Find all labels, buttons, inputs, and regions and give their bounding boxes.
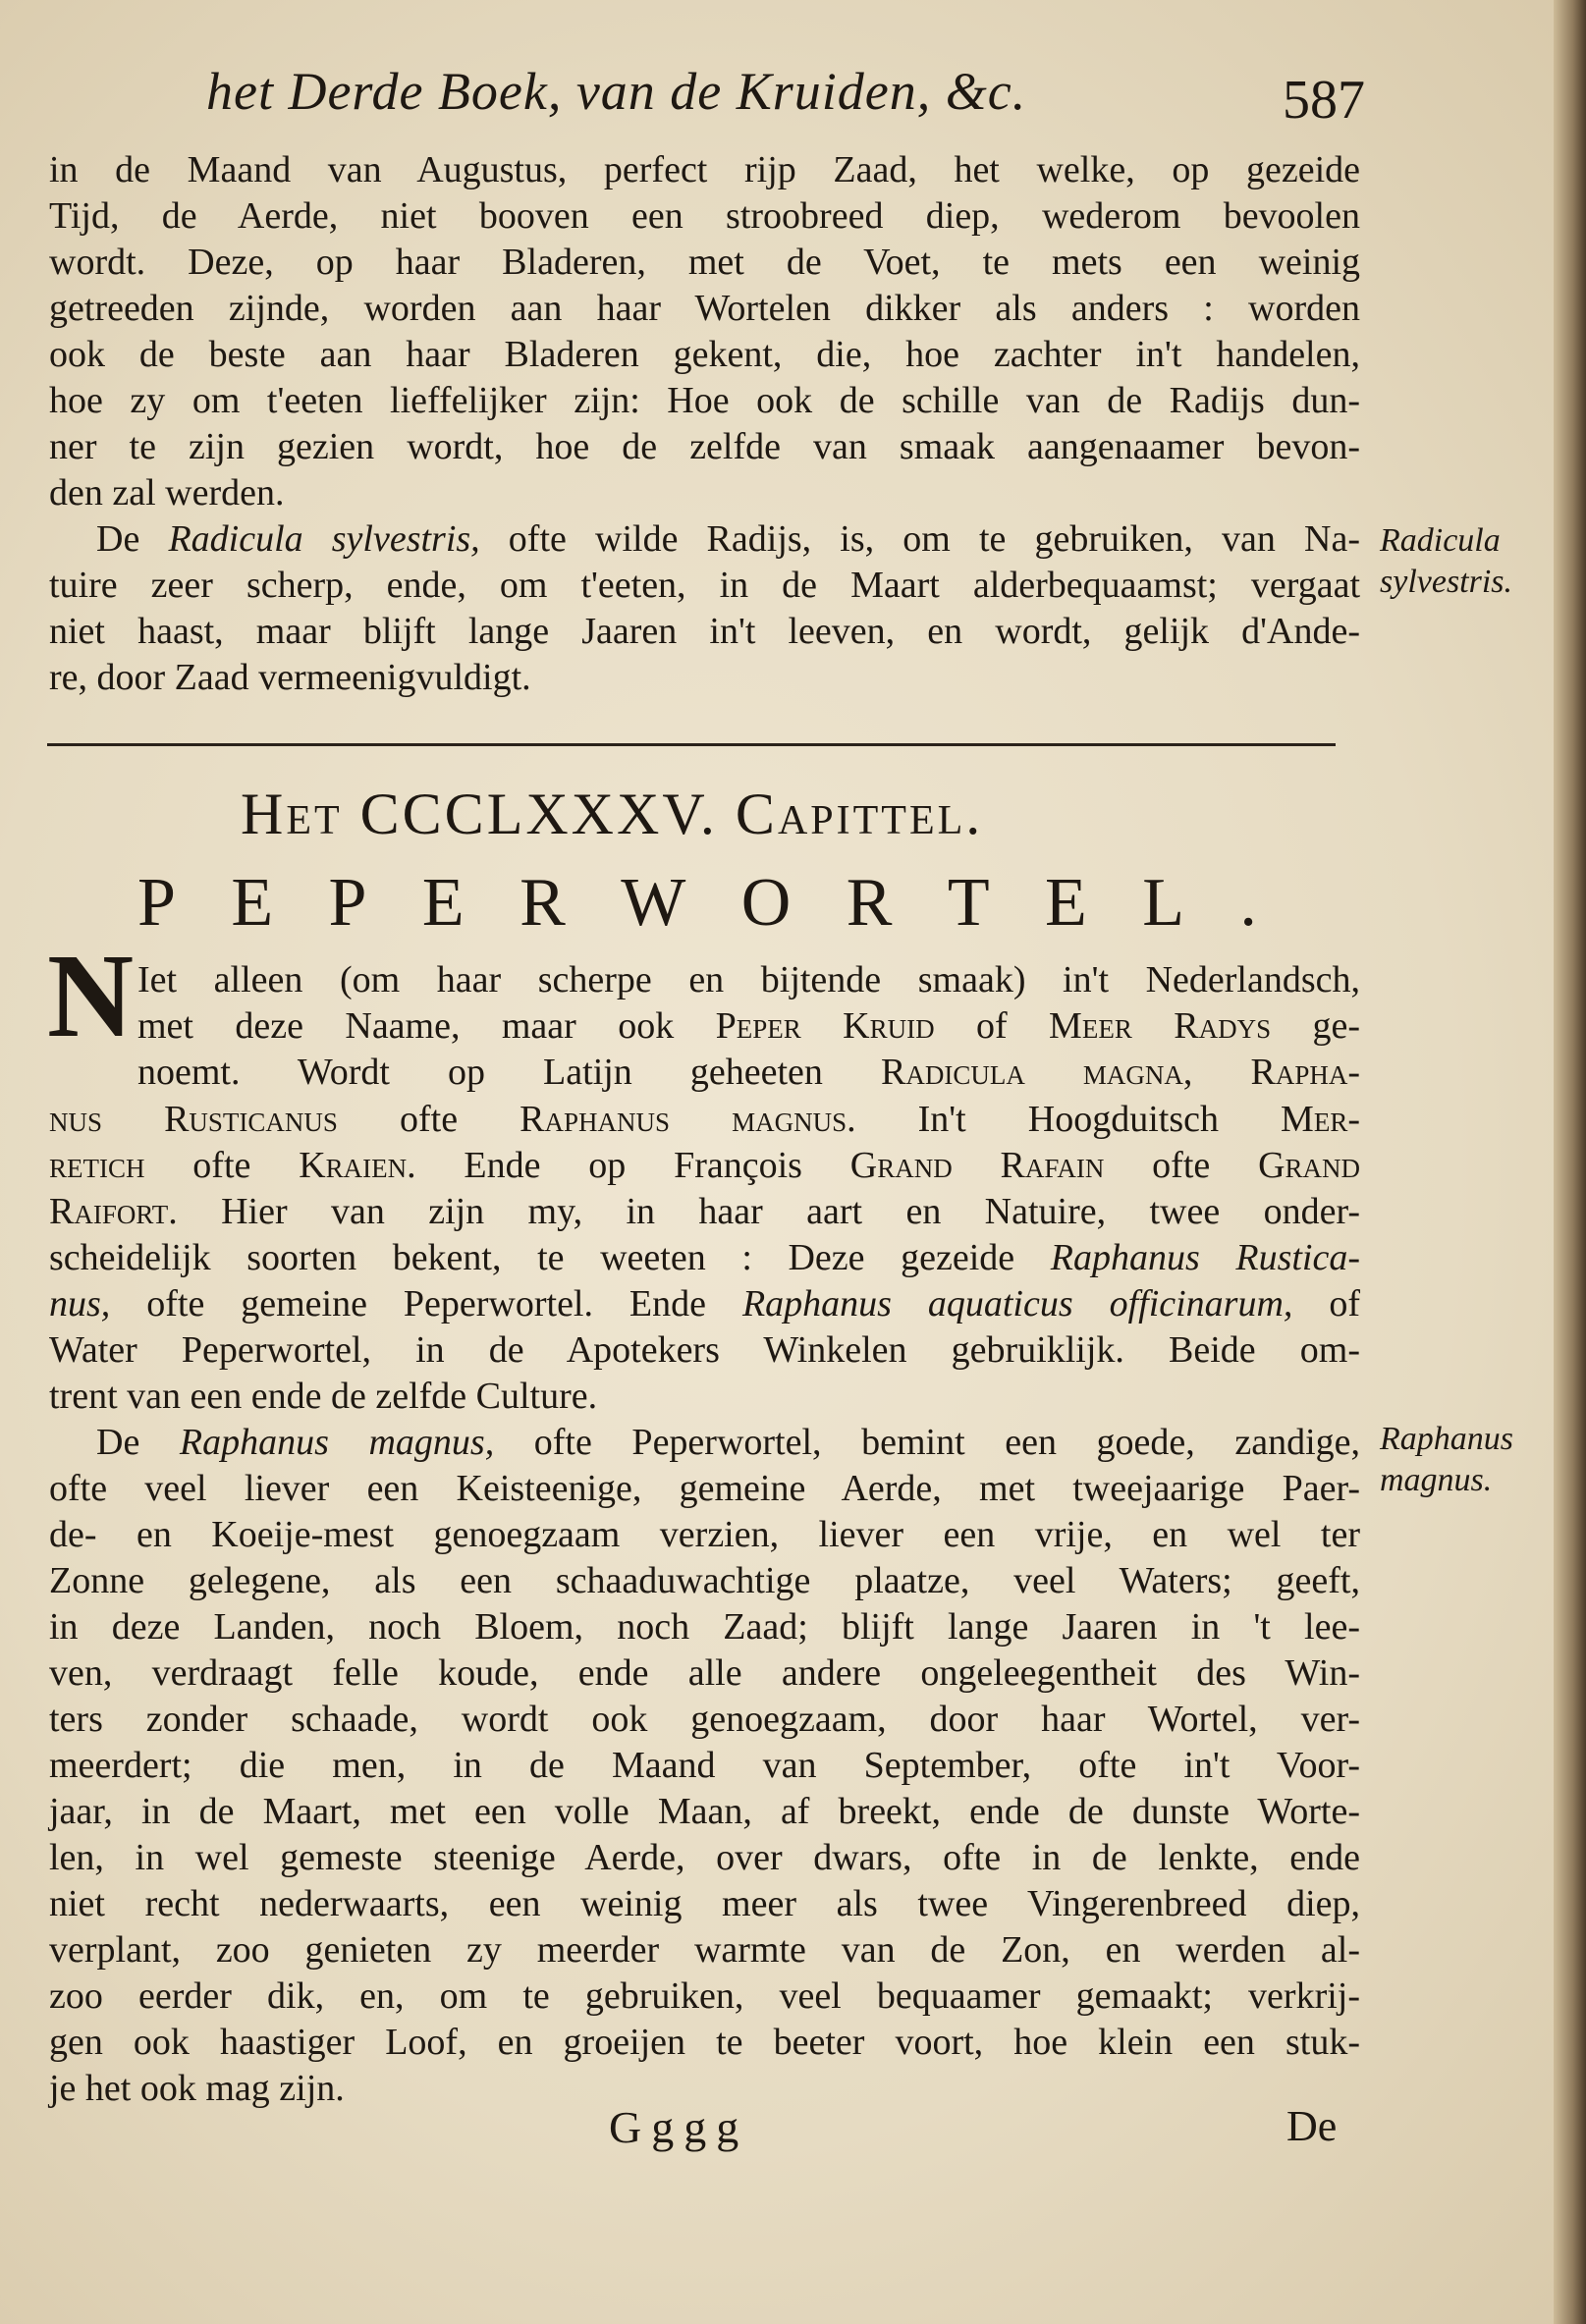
heading-letter: R (520, 865, 566, 941)
text-line: Water Peperwortel, in de Apotekers Winkelen gebruiklijk. Beide om- (49, 1329, 1360, 1371)
margin-note-raphanus: Raphanus magnus. (1380, 1421, 1513, 1498)
text-line: Iet alleen (om haar scherpe en bijtende smaak) in't Nederlandsch, (137, 959, 1360, 1000)
text-line: hoe zy om t'eeten lieffelijker zijn: Hoe ook de schille van de Radijs dun- (49, 380, 1360, 421)
page-number: 587 (1283, 70, 1365, 131)
text-run: ofte wilde Radijs, is, om te gebruiken, van Na- (479, 518, 1361, 560)
term-merretich-end: retich (49, 1145, 145, 1186)
text-line: jaar, in de Maart, met een volle Maan, af breekt, ende de dunste Worte- (49, 1791, 1360, 1832)
term-grand: Grand (1258, 1145, 1361, 1186)
text-run: ofte (1104, 1145, 1259, 1186)
text-line: niet haast, maar blijft lange Jaaren in't leeven, en wordt, gelijk d'Ande- (49, 611, 1360, 652)
text-line: ven, verdraagt felle koude, ende alle andere ongeleegentheit des Win- (49, 1652, 1360, 1694)
margin-note-radicula: Radicula sylvestris. (1380, 522, 1513, 600)
text-line: de- en Koeije-mest genoegzaam verzien, liever een vrije, en wel ter (49, 1514, 1360, 1555)
text-line: getreeden zijnde, worden aan haar Wortelen dikker als anders : worden (49, 288, 1360, 329)
page-edge-shadow (1554, 0, 1586, 2324)
term-raphanus-rusticanus: nus Rusticanus (49, 1099, 338, 1140)
text-line (49, 1189, 1360, 1235)
drop-cap: N (47, 930, 135, 1062)
text-line: in de Maand van Augustus, perfect rijp Zaad, het welke, op gezeide (49, 149, 1360, 190)
paragraph-radicula-first-line (49, 516, 1360, 563)
first-paragraph-body (49, 1097, 1360, 2112)
latin-name-radicula: Radicula sylvestris, (168, 518, 480, 560)
latin-raphanus-rusticanus: Raphanus Rustica- (1050, 1237, 1361, 1278)
latin-raphanus-aquaticus: Raphanus aquaticus officinarum, (741, 1283, 1293, 1324)
text-line: re, door Zaad vermeenigvuldigt. (49, 657, 531, 698)
running-head: het Derde Boek, van de Kruiden, &c. (206, 62, 1027, 121)
text-run: In't Hoogduitsch (855, 1099, 1282, 1140)
first-paragraph-indented (137, 957, 1360, 1096)
text-line: ner te zijn gezien wordt, hoe de zelfde van smaak aangenaamer bevon- (49, 426, 1360, 467)
text-run: ofte gemeine Peperwortel. Ende (110, 1283, 742, 1324)
text-run: ofte Peperwortel, bemint een goede, zandige, (494, 1422, 1360, 1463)
text-line: in deze Landen, noch Bloem, noch Zaad; blijft lange Jaaren in 't lee- (49, 1606, 1360, 1648)
term-grand-rafain: Grand Rafain (849, 1145, 1105, 1186)
text-line: den zal werden. (49, 472, 285, 513)
term-raifort: Raifort. (49, 1191, 178, 1232)
term-kraien: Kraien. (299, 1145, 416, 1186)
text-line: ofte veel liever een Keisteenige, gemeine Aerde, met tweejaarige Paer- (49, 1468, 1360, 1509)
heading-letter: E (231, 865, 274, 941)
text-run: noemt. Wordt op Latijn geheeten (137, 1052, 881, 1093)
heading-letter: T (947, 865, 990, 941)
heading-letter: L (1142, 865, 1184, 941)
text-line: tuire zeer scherp, ende, om t'eeten, in de Maart alderbequaamst; vergaat (49, 565, 1360, 606)
text-line: ook de beste aan haar Bladeren gekent, die, hoe zachter in't handelen, (49, 334, 1360, 375)
text-run: Ende op François (415, 1145, 850, 1186)
heading-letter: . (1239, 865, 1257, 941)
text-line: trent van een ende de zelfde Culture. (49, 1376, 598, 1417)
text-line: wordt. Deze, op haar Bladeren, met de Voet, te mets een weinig (49, 242, 1360, 283)
text-line (137, 1050, 1360, 1096)
text-line: zoo eerder dik, en, om te gebruiken, veel bequaamer gemaakt; verkrij- (49, 1975, 1360, 2017)
latin-name-raphanus-magnus: Raphanus magnus, (179, 1422, 495, 1463)
top-text-block (49, 147, 1360, 701)
page-header (206, 61, 1365, 139)
heading-letter: E (1045, 865, 1087, 941)
signature-mark: Gggg (609, 2102, 749, 2152)
text-run: of (1292, 1283, 1360, 1324)
chapter-title: Het CCCLXXXV. Capittel. (241, 782, 984, 846)
latin-fragment: nus, (49, 1283, 111, 1324)
term-merretich: Mer- (1281, 1099, 1360, 1140)
text-run: scheidelijk soorten bekent, te weeten : Deze gezeide (49, 1237, 1051, 1278)
term-radicula-magna: Radicula magna, Rapha- (880, 1052, 1360, 1093)
text-run: ofte (337, 1099, 520, 1140)
text-line: Zonne gelegene, als een schaaduwachtige plaatze, veel Waters; geeft, (49, 1560, 1360, 1601)
text-line (137, 1003, 1360, 1050)
text-line: ters zonder schaade, wordt ook genoegzaam, door haar Wortel, ver- (49, 1699, 1360, 1740)
text-line: len, in wel gemeste steenige Aerde, over dwars, ofte in de lenkte, ende (49, 1837, 1360, 1878)
text-run: of (934, 1005, 1050, 1047)
text-line: meerdert; die men, in de Maand van September, ofte in't Voor- (49, 1745, 1360, 1786)
term-raphanus-magnus: Raphanus magnus. (520, 1099, 856, 1140)
term-meer-radys: Meer Radys (1049, 1005, 1272, 1047)
text-line: Tijd, de Aerde, niet booven een stroobreed diep, wederom bevoolen (49, 195, 1360, 237)
heading-letter: W (621, 865, 686, 941)
heading-letter: R (846, 865, 893, 941)
heading-letter: O (740, 865, 792, 941)
text-line: gen ook haastiger Loof, en groeijen te beeter voort, hoe klein een stuk- (49, 2022, 1360, 2063)
text-run: ge- (1271, 1005, 1361, 1047)
text-run: met deze Naame, maar ook (137, 1005, 716, 1047)
text-line (49, 1143, 1360, 1189)
chapter-heading (137, 864, 1257, 943)
text-line (49, 1097, 1360, 1143)
text-line: niet recht nederwaarts, een weinig meer als twee Vingerenbreed diep, (49, 1883, 1360, 1924)
section-divider (47, 743, 1336, 746)
heading-letter: P (328, 865, 367, 941)
text-line (49, 1235, 1360, 1281)
paragraph-raphanus-first-line (49, 1420, 1360, 1466)
term-peper-kruid: Peper Kruid (715, 1005, 935, 1047)
text-run: Hier van zijn my, in haar aart en Natuire, twee onder- (177, 1191, 1360, 1232)
text-run: De (96, 518, 169, 560)
text-line: verplant, zoo genieten zy meerder warmte van de Zon, en werden al- (49, 1929, 1360, 1971)
text-line (49, 1281, 1360, 1327)
text-line: je het ook mag zijn. (49, 2068, 345, 2109)
catchword: De (1286, 2102, 1338, 2150)
heading-letter: P (137, 865, 176, 941)
heading-letter: E (421, 865, 465, 941)
text-run: ofte (144, 1145, 300, 1186)
text-run: De (96, 1422, 180, 1463)
